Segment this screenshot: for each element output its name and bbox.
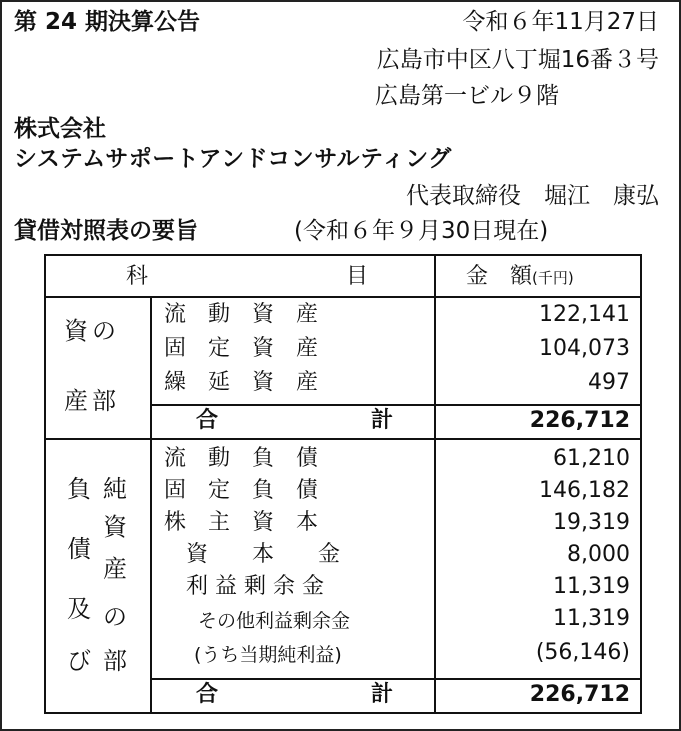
divider-liab-total bbox=[150, 678, 640, 680]
asset-row-value: 497 bbox=[588, 370, 630, 395]
col-header-item-2: 目 bbox=[346, 264, 369, 289]
liab-row-value: 11,319 bbox=[553, 606, 630, 631]
company-name: システムサポートアンドコンサルティング bbox=[14, 146, 452, 172]
liab-total-label-2: 計 bbox=[371, 682, 394, 707]
liab-total-label-1: 合 bbox=[196, 682, 219, 707]
assets-label-1: 資の bbox=[64, 317, 120, 345]
col-header-item-1: 科 bbox=[126, 264, 149, 289]
address-line-1: 広島市中区八丁堀16番３号 bbox=[376, 47, 659, 73]
col-header-unit: (千円) bbox=[532, 269, 574, 287]
divider-section-col bbox=[150, 296, 152, 712]
balance-sheet-date-note: (令和６年９月30日現在) bbox=[294, 218, 549, 244]
balance-sheet-table bbox=[44, 254, 642, 714]
asset-row-label: 繰 延 資 産 bbox=[164, 370, 319, 395]
liab-row-label: 流 動 負 債 bbox=[164, 446, 319, 471]
liab-label-col2-char: 資 bbox=[103, 513, 127, 541]
liab-row-value: (56,146) bbox=[535, 640, 630, 665]
liab-row-value: 61,210 bbox=[553, 446, 630, 471]
liab-row-value: 8,000 bbox=[567, 542, 630, 567]
liab-label-col2-char: 産 bbox=[103, 555, 127, 583]
assets-label-2: 産部 bbox=[64, 387, 120, 415]
liab-label-col2-char: 純 bbox=[103, 475, 127, 503]
divider-assets-total bbox=[150, 404, 640, 406]
liab-label-col1-char: 及 bbox=[67, 595, 91, 623]
assets-total-label-2: 計 bbox=[371, 408, 394, 433]
notice-title: 第 24 期決算公告 bbox=[14, 9, 201, 35]
divider-amount-col bbox=[434, 256, 436, 712]
assets-total-label-1: 合 bbox=[196, 408, 219, 433]
representative: 代表取締役 堀江 康弘 bbox=[406, 183, 659, 209]
address-line-2: 広島第一ビル９階 bbox=[375, 83, 559, 109]
liab-row-value: 146,182 bbox=[539, 478, 630, 503]
liab-row-label: その他利益剰余金 bbox=[198, 610, 351, 632]
balance-sheet-title: 貸借対照表の要旨 bbox=[14, 218, 198, 244]
liab-row-label: 資 本 金 bbox=[186, 542, 341, 567]
liab-row-label: 利 益 剰 余 金 bbox=[186, 574, 324, 599]
liab-row-label: (うち当期純利益) bbox=[194, 644, 342, 666]
col-header-amount bbox=[466, 264, 574, 291]
liab-label-col1-char: 負 bbox=[67, 475, 91, 503]
liab-row-value: 11,319 bbox=[553, 574, 630, 599]
col-header-amount-label: 金 額 bbox=[466, 264, 533, 289]
asset-row-label: 流 動 資 産 bbox=[164, 302, 319, 327]
liab-row-label: 株 主 資 本 bbox=[164, 510, 319, 535]
asset-row-value: 122,141 bbox=[539, 302, 630, 327]
divider-assets-section bbox=[46, 438, 640, 440]
asset-row-value: 104,073 bbox=[539, 336, 630, 361]
company-name-prefix: 株式会社 bbox=[14, 116, 106, 142]
liab-label-col2-char: 部 bbox=[103, 647, 127, 675]
liab-label-col2-char: の bbox=[103, 603, 127, 631]
liab-row-value: 19,319 bbox=[553, 510, 630, 535]
liab-label-col1-char: 債 bbox=[67, 535, 91, 563]
liab-row-label: 固 定 負 債 bbox=[164, 478, 319, 503]
liab-total-value: 226,712 bbox=[529, 682, 630, 707]
assets-total-value: 226,712 bbox=[529, 408, 630, 433]
notice-date: 令和６年11月27日 bbox=[462, 9, 659, 35]
asset-row-label: 固 定 資 産 bbox=[164, 336, 319, 361]
divider-header bbox=[46, 296, 640, 298]
liab-label-col1-char: び bbox=[67, 647, 91, 675]
